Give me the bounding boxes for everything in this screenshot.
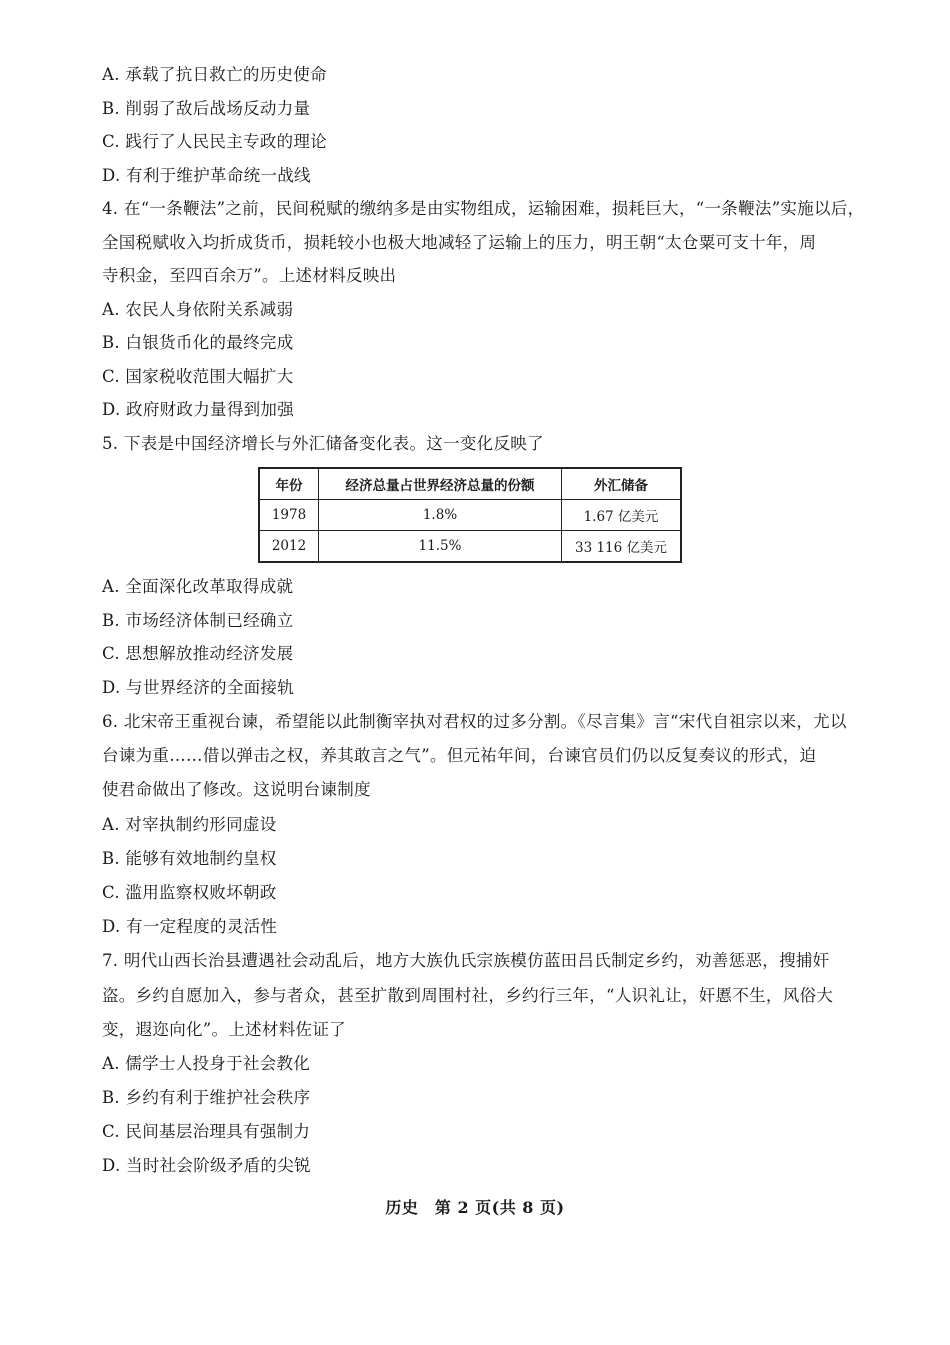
q5-option-b: B. 市场经济体制已经确立 — [102, 611, 294, 630]
page-footer: 历史 第 2 页(共 8 页) — [385, 1198, 565, 1217]
table-header-reserve: 外汇储备 — [562, 468, 682, 500]
q6-option-b: B. 能够有效地制约皇权 — [102, 849, 277, 868]
q4-option-a: A. 农民人身依附关系减弱 — [102, 300, 294, 319]
q5-option-d: D. 与世界经济的全面接轨 — [102, 678, 295, 697]
q7-option-c: C. 民间基层治理具有强制力 — [102, 1122, 311, 1141]
table-row — [259, 500, 681, 531]
q3-option-c: C. 践行了人民民主专政的理论 — [102, 132, 328, 151]
table-cell: 1.67 亿美元 — [562, 500, 682, 531]
q3-option-b: B. 削弱了敌后战场反动力量 — [102, 99, 311, 118]
q4-option-d: D. 政府财政力量得到加强 — [102, 400, 295, 419]
table-header-share: 经济总量占世界经济总量的份额 — [319, 468, 562, 500]
q5-option-a: A. 全面深化改革取得成就 — [102, 577, 294, 596]
q4-option-b: B. 白银货币化的最终完成 — [102, 333, 294, 352]
table-cell: 1.8% — [319, 500, 562, 531]
q7-stem-line-2: 盗。乡约自愿加入，参与者众，甚至扩散到周围村社，乡约行三年，“人识礼让，奸慝不生，风俗大 — [102, 986, 834, 1005]
table-row — [259, 531, 681, 563]
q7-option-d: D. 当时社会阶级矛盾的尖锐 — [102, 1156, 311, 1175]
q6-option-a: A. 对宰执制约形同虚设 — [102, 815, 277, 834]
q4-option-c: C. 国家税收范围大幅扩大 — [102, 367, 294, 386]
q6-stem-line-1: 6. 北宋帝王重视台谏，希望能以此制衡宰执对君权的过多分割。《尽言集》言“宋代自祖宗以来，尤以 — [102, 712, 847, 731]
table-cell: 1978 — [259, 500, 319, 531]
q4-stem-line-3: 寺积金，至四百余万”。上述材料反映出 — [102, 266, 397, 285]
q6-stem-line-3: 使君命做出了修改。这说明台谏制度 — [102, 780, 371, 799]
q4-stem-line-2: 全国税赋收入均折成货币，损耗较小也极大地减轻了运输上的压力，明王朝“太仓粟可支十年，周 — [102, 233, 817, 252]
q7-stem-line-1: 7. 明代山西长治县遭遇社会动乱后，地方大族仇氏宗族模仿蓝田吕氏制定乡约，劝善惩恶，搜捕奸 — [102, 951, 830, 970]
q4-stem-line-1: 4. 在“一条鞭法”之前，民间税赋的缴纳多是由实物组成，运输困难，损耗巨大，“一条鞭法”实施以后， — [102, 199, 865, 218]
q7-option-a: A. 儒学士人投身于社会教化 — [102, 1054, 311, 1073]
q7-stem-line-3: 变，遐迩向化”。上述材料佐证了 — [102, 1020, 346, 1039]
q3-option-a: A. 承载了抗日救亡的历史使命 — [102, 65, 327, 84]
table-cell: 33 116 亿美元 — [562, 531, 682, 563]
q6-option-c: C. 滥用监察权败坏朝政 — [102, 883, 277, 902]
q5-option-c: C. 思想解放推动经济发展 — [102, 644, 294, 663]
economy-reserve-table — [258, 467, 682, 563]
q6-stem-line-2: 台谏为重……借以弹击之权，养其敢言之气”。但元祐年间，台谏官员们仍以反复奏议的形式，迫 — [102, 746, 817, 765]
table-cell: 2012 — [259, 531, 319, 563]
table-cell: 11.5% — [319, 531, 562, 563]
q7-option-b: B. 乡约有利于维护社会秩序 — [102, 1088, 311, 1107]
q6-option-d: D. 有一定程度的灵活性 — [102, 917, 278, 936]
table-header-row — [259, 468, 681, 500]
q3-option-d: D. 有利于维护革命统一战线 — [102, 166, 311, 185]
table-header-year: 年份 — [259, 468, 319, 500]
q5-stem-line-1: 5. 下表是中国经济增长与外汇储备变化表。这一变化反映了 — [102, 434, 544, 453]
